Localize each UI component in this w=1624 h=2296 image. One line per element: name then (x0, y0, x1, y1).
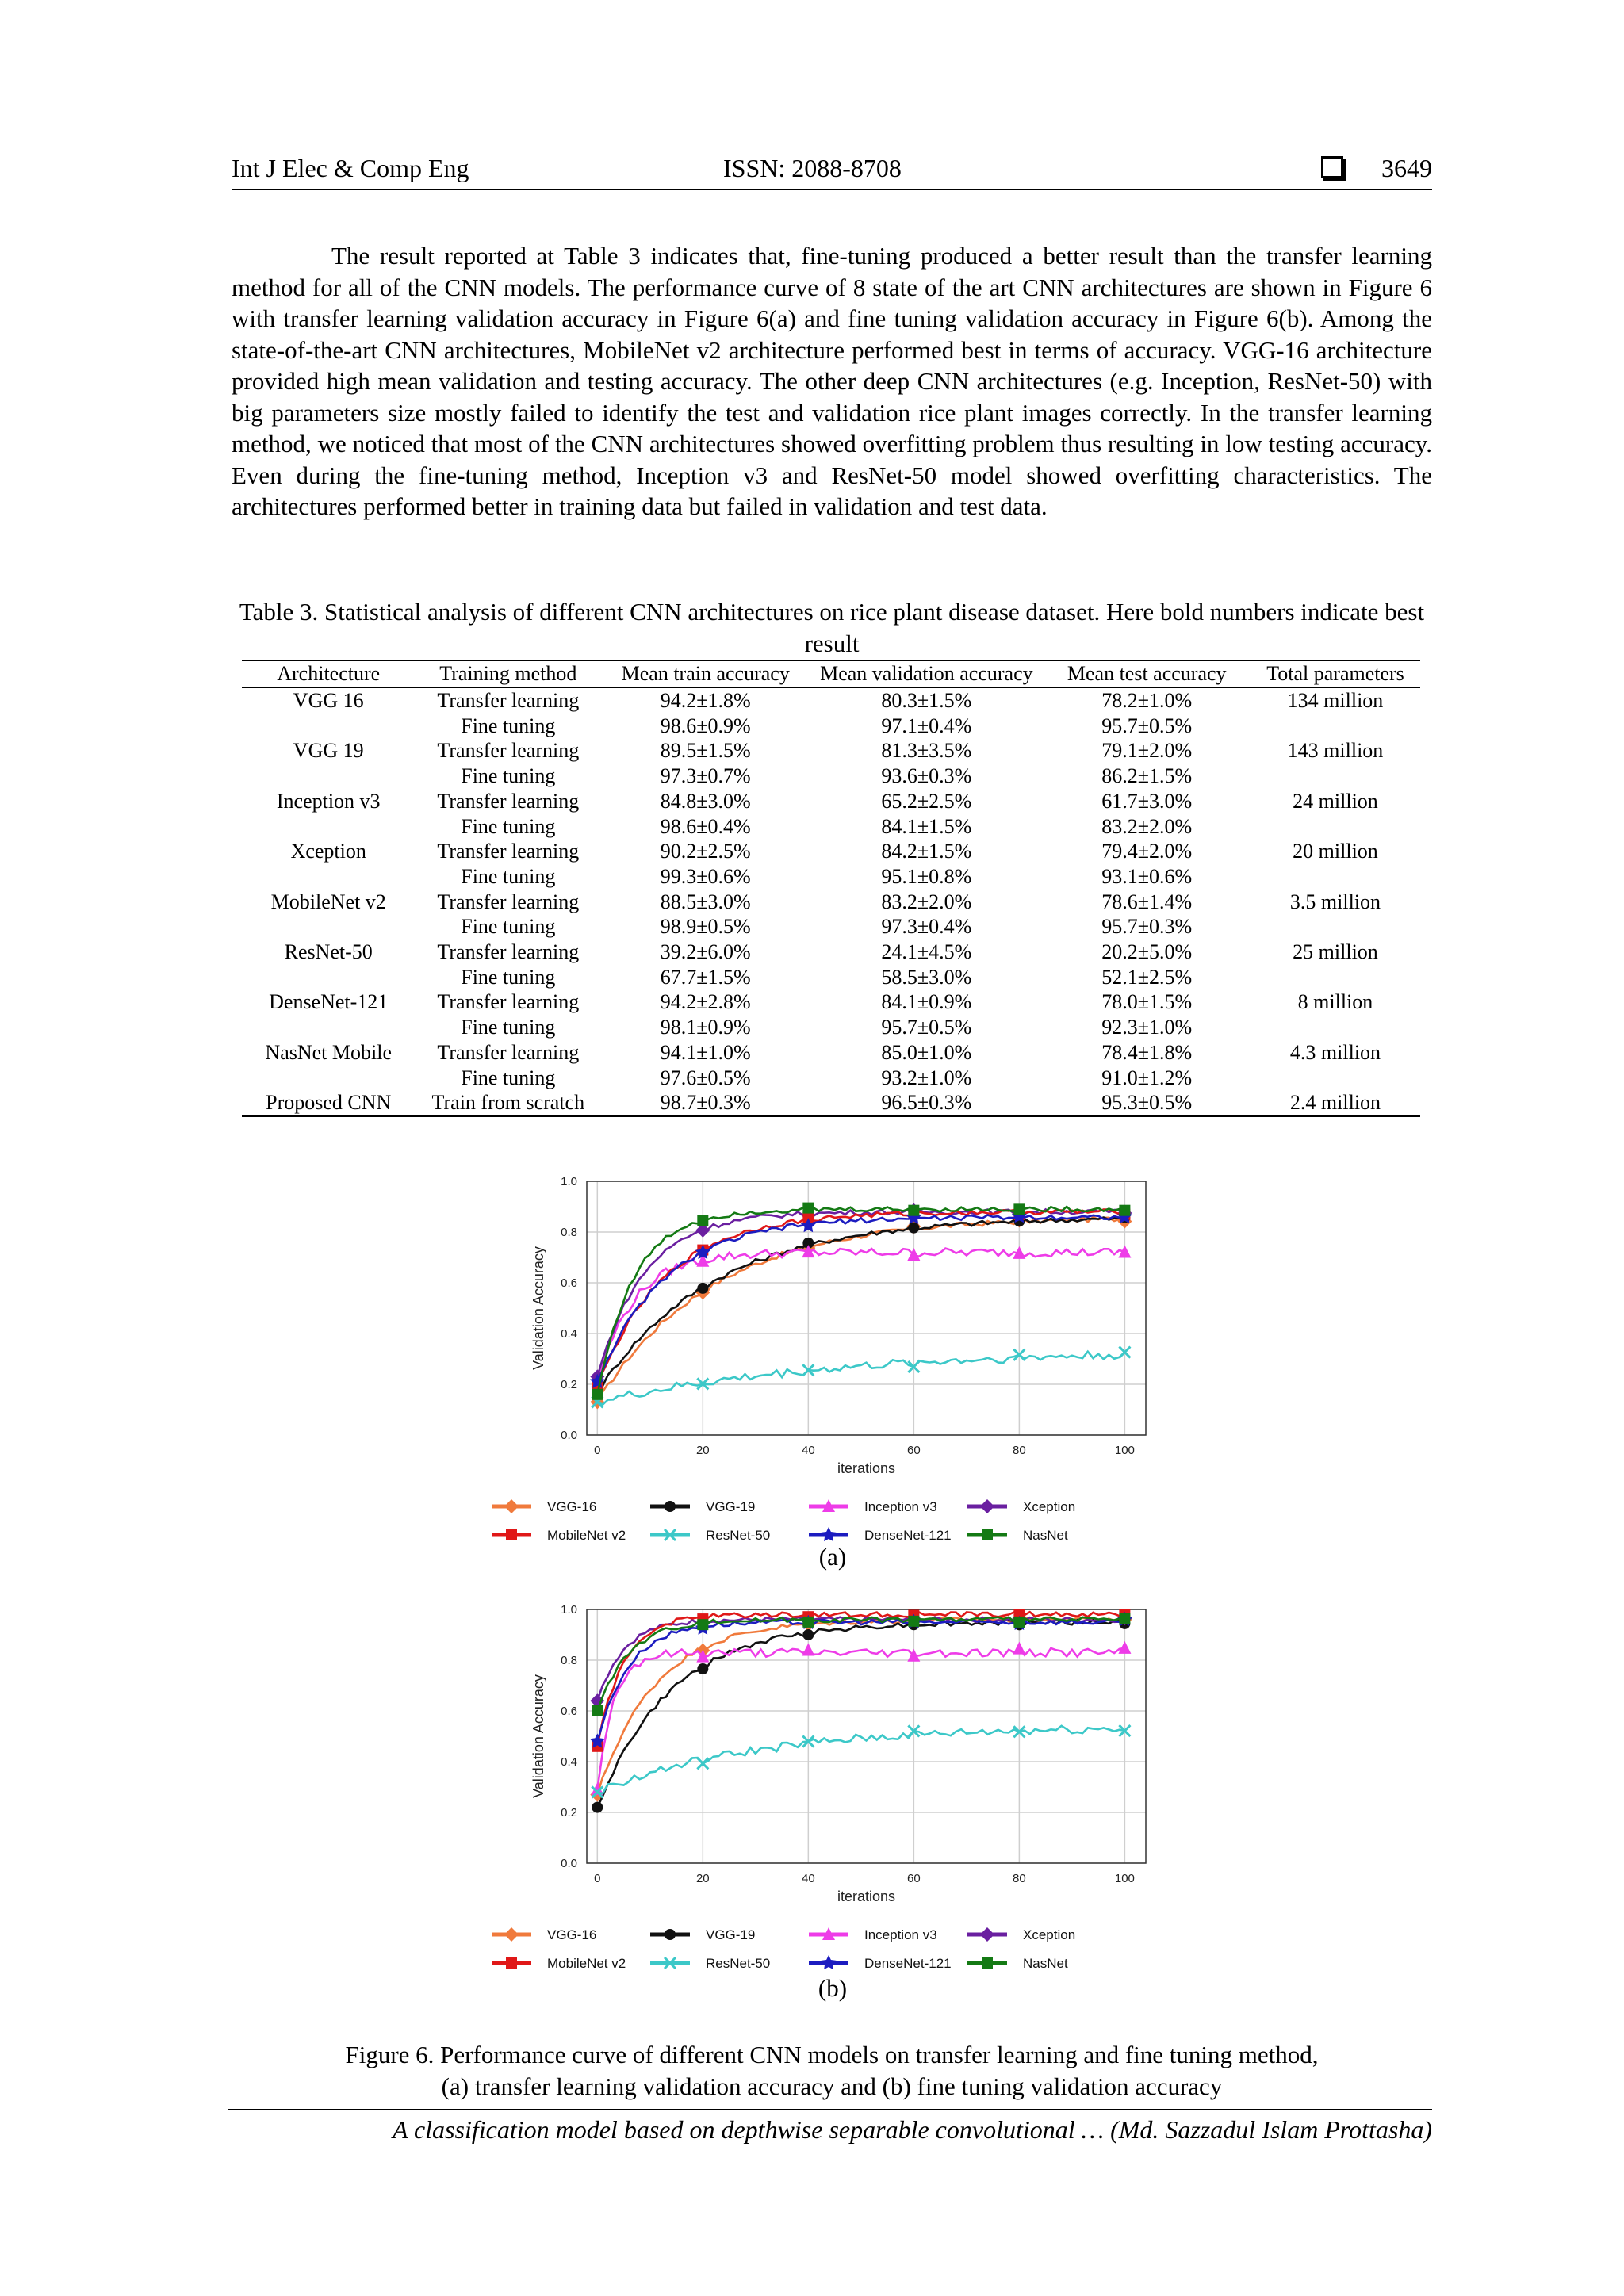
legend-label: MobileNet v2 (547, 1956, 626, 1971)
table-cell: 84.2±1.5% (881, 840, 972, 863)
table-cell: 24.1±4.5% (881, 940, 972, 964)
table-row (242, 864, 1420, 890)
column-header: Architecture (242, 660, 415, 687)
figure-caption-line-1: Figure 6. Performance curve of different CNN models on transfer learning and fine tuning method, (345, 2041, 1319, 2068)
table-cell: 67.7±1.5% (660, 965, 751, 989)
table-cell: NasNet Mobile (265, 1040, 393, 1064)
table-cell: Inception v3 (276, 789, 381, 813)
table-cell: 3.5 million (1289, 890, 1381, 913)
data-point (802, 1643, 814, 1655)
legend-marker (982, 1957, 993, 1969)
column-header: Mean test accuracy (1043, 660, 1251, 687)
legend-marker (980, 1499, 994, 1513)
legend-marker (665, 1501, 676, 1512)
y-axis-label: Validation Accuracy (530, 1246, 546, 1370)
legend-label: VGG-16 (547, 1499, 597, 1514)
table-row (242, 687, 1420, 714)
table-cell: 96.5±0.3% (810, 1090, 1043, 1116)
table-row (242, 1066, 1420, 1091)
data-point (1119, 1613, 1130, 1624)
y-tick-label: 0.6 (561, 1705, 577, 1718)
series-line (597, 1617, 1124, 1795)
legend-label: DenseNet-121 (864, 1528, 952, 1543)
table-cell: 95.3±0.5% (1043, 1090, 1251, 1116)
table-cell: 84.8±3.0% (660, 789, 751, 813)
table-cell: 58.5±3.0% (881, 965, 972, 989)
journal-name: Int J Elec & Comp Eng (232, 154, 469, 182)
page-number-group (1321, 154, 1432, 183)
table-cell: 86.2±1.5% (1101, 764, 1193, 788)
table-row (242, 839, 1420, 864)
data-point (1013, 1617, 1025, 1628)
column-header: Mean train accuracy (601, 660, 810, 687)
table-cell: 93.1±0.6% (1101, 864, 1193, 888)
y-tick-label: 0.0 (561, 1857, 577, 1870)
table-cell: 88.5±3.0% (660, 890, 751, 913)
table-cell: Transfer learning (437, 890, 580, 913)
table-row (242, 1040, 1420, 1066)
table-cell: 24 million (1293, 789, 1378, 813)
legend-label: ResNet-50 (706, 1528, 771, 1543)
running-header (232, 154, 1432, 190)
data-point (1013, 1203, 1025, 1215)
table-cell: 80.3±1.5% (881, 689, 972, 712)
table-cell: 83.2±2.0% (881, 890, 972, 913)
legend-label: Inception v3 (864, 1927, 937, 1942)
page-number: 3649 (1381, 154, 1432, 182)
table-cell: 81.3±3.5% (881, 739, 972, 763)
series-vgg-16 (590, 1611, 1132, 1801)
data-point (592, 1705, 603, 1716)
x-tick-label: 60 (907, 1872, 921, 1885)
table-cell (242, 1066, 415, 1091)
legend-label: VGG-19 (706, 1499, 756, 1514)
table-cell: 97.6±0.5% (660, 1066, 751, 1089)
figure-6b-chart (476, 1594, 1189, 1974)
x-axis-label: iterations (837, 1460, 896, 1476)
series-line (597, 1726, 1124, 1793)
table-cell: 83.2±2.0% (1101, 814, 1193, 838)
series-line (597, 1217, 1124, 1402)
y-tick-label: 1.0 (561, 1603, 577, 1617)
table-cell (1251, 1015, 1420, 1040)
table-cell: 94.2±2.8% (660, 990, 751, 1014)
table-cell: Fine tuning (461, 1066, 556, 1089)
table-cell: 97.3±0.7% (660, 764, 751, 788)
table-cell: 78.0±1.5% (1101, 990, 1193, 1014)
table-cell: 90.2±2.5% (660, 840, 751, 863)
table-cell (242, 814, 415, 840)
issn: ISSN: 2088-8708 (723, 154, 902, 182)
series-densenet-121 (590, 1612, 1132, 1748)
series-line (597, 1620, 1124, 1807)
table-cell: Transfer learning (437, 739, 580, 763)
y-tick-label: 0.8 (561, 1226, 577, 1239)
table-cell: 92.3±1.0% (1101, 1016, 1193, 1039)
legend-marker (504, 1499, 519, 1513)
figure-6b-label: (b) (818, 1974, 848, 2002)
x-tick-label: 100 (1114, 1444, 1135, 1457)
body-paragraph: The result reported at Table 3 indicates that, fine-tuning produced a better result than the transfer learning method for all of the CNN models. The performance curve of 8 state of the art CNN architectures are shown in Figure 6 with transfer learning validation accuracy in Figure 6(a) and fine tuning validation accuracy in Figure 6(b). Among the state-of-the-art CNN architectures, MobileNet v2 architecture performed best in terms of accuracy. VGG-16 architecture provided high mean validation and testing accuracy. The other deep CNN architectures (e.g. Inception, ResNet-50) with big parameters size mostly failed to identify the test and validation rice plant images correctly. In the transfer learning method, we noticed that most of the CNN architectures showed overfitting problem thus resulting in low testing accuracy. Even during the fine-tuning method, Inception v3 and ResNet-50 model showed overfitting characteristics. The architectures performed better in training data but failed in validation and test data. (232, 242, 1432, 520)
x-tick-label: 60 (907, 1444, 921, 1457)
y-tick-label: 0.0 (561, 1429, 577, 1442)
table-cell: MobileNet v2 (270, 890, 386, 913)
legend-label: Xception (1023, 1499, 1076, 1514)
table-cell: 25 million (1293, 940, 1378, 964)
x-tick-label: 20 (695, 1444, 710, 1457)
x-tick-label: 100 (1114, 1872, 1135, 1885)
table-cell: 91.0±1.2% (1101, 1066, 1193, 1089)
table-body (242, 687, 1420, 1116)
table-cell: ResNet-50 (284, 940, 373, 964)
table-cell: Fine tuning (461, 764, 556, 788)
table-cell: 134 million (1287, 689, 1384, 712)
data-point (908, 1205, 919, 1216)
data-point (697, 1663, 708, 1674)
table-cell: 79.1±2.0% (1101, 739, 1193, 763)
data-point (802, 1617, 814, 1628)
x-tick-label: 40 (801, 1444, 815, 1457)
table-header-row (242, 660, 1420, 687)
table-cell: Transfer learning (437, 789, 580, 813)
table-cell: 78.4±1.8% (1101, 1040, 1193, 1064)
table-row (242, 1015, 1420, 1040)
series-line (597, 1620, 1124, 1742)
data-point (908, 1616, 919, 1627)
table-cell: 89.5±1.5% (660, 739, 751, 763)
data-point (697, 1283, 708, 1294)
table-cell: 98.9±0.5% (660, 915, 751, 939)
table-cell: 61.7±3.0% (1101, 789, 1193, 813)
legend (492, 1499, 1075, 1543)
table-cell: 2.4 million (1251, 1090, 1420, 1116)
series-inception-v3 (591, 1641, 1131, 1795)
table-cell: 98.1±0.9% (660, 1016, 751, 1039)
table-cell (1251, 864, 1420, 890)
table-cell: Transfer learning (437, 1040, 580, 1064)
table-cell: 95.7±0.5% (1101, 714, 1193, 737)
series-line (597, 1617, 1124, 1711)
table-cell: DenseNet-121 (269, 990, 389, 1014)
table-cell (242, 965, 415, 990)
legend-marker (822, 1527, 837, 1541)
legend-marker (665, 1929, 676, 1940)
table-cell: Fine tuning (461, 915, 556, 939)
x-tick-label: 40 (801, 1872, 815, 1885)
table-cell: Fine tuning (461, 1016, 556, 1039)
legend-marker (506, 1529, 517, 1540)
series-resnet-50 (592, 1347, 1130, 1408)
series-vgg-19 (592, 1618, 1130, 1813)
legend-marker (982, 1529, 993, 1540)
table-cell: Transfer learning (437, 940, 580, 964)
figure-caption-line-2: (a) transfer learning validation accuracy and (b) fine tuning validation accuracy (441, 2072, 1223, 2100)
x-tick-label: 0 (594, 1872, 601, 1885)
data-point (802, 1629, 814, 1640)
results-table (242, 660, 1420, 1117)
table-row (242, 714, 1420, 739)
figure-6a-chart (476, 1165, 1189, 1546)
table-row (242, 763, 1420, 789)
table-row (242, 1090, 1420, 1116)
x-tick-label: 0 (594, 1444, 601, 1457)
y-tick-label: 0.4 (561, 1755, 577, 1769)
y-axis-label: Validation Accuracy (530, 1674, 546, 1798)
table-cell: 78.6±1.4% (1101, 890, 1193, 913)
data-point (697, 1619, 708, 1630)
legend-label: NasNet (1023, 1528, 1068, 1543)
table-cell: 93.2±1.0% (881, 1066, 972, 1089)
series-line (597, 1648, 1124, 1789)
table-cell: 39.2±6.0% (660, 940, 751, 964)
table-row (242, 914, 1420, 939)
x-tick-label: 80 (1013, 1872, 1026, 1885)
table-cell: 95.7±0.3% (1101, 915, 1193, 939)
table-cell: 95.1±0.8% (881, 864, 972, 888)
table-cell: 94.1±1.0% (660, 1040, 751, 1064)
plot-frame (587, 1609, 1146, 1863)
table-cell: Fine tuning (461, 864, 556, 888)
table-cell: 52.1±2.5% (1101, 965, 1193, 989)
table-cell (1251, 965, 1420, 990)
table-cell (242, 864, 415, 890)
table-cell: Fine tuning (461, 965, 556, 989)
table-cell: 98.6±0.9% (660, 714, 751, 737)
figure-6a-label: (a) (818, 1543, 847, 1571)
y-tick-label: 0.4 (561, 1327, 577, 1341)
legend-label: VGG-16 (547, 1927, 597, 1942)
legend-label: ResNet-50 (706, 1956, 771, 1971)
legend (492, 1927, 1075, 1971)
column-header: Total parameters (1251, 660, 1420, 687)
table-cell (1251, 714, 1420, 739)
table-cell: Transfer learning (437, 689, 580, 712)
table-cell: Train from scratch (415, 1090, 601, 1116)
table-cell: 20.2±5.0% (1101, 940, 1193, 964)
y-tick-label: 1.0 (561, 1175, 577, 1188)
table-row (242, 939, 1420, 965)
x-tick-label: 20 (695, 1872, 710, 1885)
table-cell (1251, 763, 1420, 789)
square-bullet-icon (1321, 156, 1343, 178)
table-cell: VGG 16 (293, 689, 364, 712)
table-cell: 78.2±1.0% (1101, 689, 1193, 712)
data-point (1118, 1641, 1131, 1654)
y-tick-label: 0.2 (561, 1378, 577, 1391)
table-cell: Proposed CNN (242, 1090, 415, 1116)
x-tick-label: 80 (1013, 1444, 1026, 1457)
table-cell: Transfer learning (437, 840, 580, 863)
table-row (242, 738, 1420, 763)
table-row (242, 814, 1420, 840)
table-cell (242, 763, 415, 789)
table-cell: 93.6±0.3% (881, 764, 972, 788)
table-cell (1251, 1066, 1420, 1091)
table-cell: VGG 19 (293, 739, 364, 763)
table-cell: 4.3 million (1289, 1040, 1381, 1064)
table-cell: Transfer learning (437, 990, 580, 1014)
legend-marker (822, 1955, 837, 1969)
table-row (242, 965, 1420, 990)
data-point (1119, 1205, 1130, 1216)
table-cell: 84.1±0.9% (881, 990, 972, 1014)
table-cell: Xception (290, 840, 366, 863)
table-cell: 99.3±0.6% (660, 864, 751, 888)
legend-marker (504, 1927, 519, 1942)
table-cell: Fine tuning (461, 714, 556, 737)
table-cell: 98.7±0.3% (601, 1090, 810, 1116)
figure-caption (232, 2039, 1432, 2103)
data-point (1013, 1642, 1025, 1655)
data-point (802, 1203, 814, 1214)
legend-label: VGG-19 (706, 1927, 756, 1942)
table-row (242, 890, 1420, 915)
y-tick-label: 0.8 (561, 1654, 577, 1667)
table-cell: 97.1±0.4% (881, 714, 972, 737)
legend-label: DenseNet-121 (864, 1956, 952, 1971)
table-cell: 94.2±1.8% (660, 689, 751, 712)
legend-label: MobileNet v2 (547, 1528, 626, 1543)
data-point (592, 1389, 603, 1400)
table-cell: 20 million (1293, 840, 1378, 863)
table-cell: Fine tuning (461, 814, 556, 838)
table-cell: 65.2±2.5% (881, 789, 972, 813)
series-vgg-16 (590, 1213, 1132, 1409)
table-row (242, 989, 1420, 1015)
legend-label: NasNet (1023, 1956, 1068, 1971)
table-cell: 8 million (1297, 990, 1373, 1014)
table-cell: 95.7±0.5% (881, 1016, 972, 1039)
legend-label: Xception (1023, 1927, 1076, 1942)
table-cell: 98.6±0.4% (660, 814, 751, 838)
table-cell: 97.3±0.4% (881, 915, 972, 939)
data-point (697, 1215, 708, 1226)
column-header: Mean validation accuracy (810, 660, 1043, 687)
column-header: Training method (415, 660, 601, 687)
table-cell: 85.0±1.0% (881, 1040, 972, 1064)
y-tick-label: 0.2 (561, 1806, 577, 1820)
series-vgg-19 (592, 1212, 1130, 1398)
table-cell: 84.1±1.5% (881, 814, 972, 838)
table-cell (242, 714, 415, 739)
table-cell (242, 1015, 415, 1040)
running-footer: A classification model based on depthwise separable convolutional … (Md. Sazzadul Islam Prottasha) (228, 2109, 1432, 2145)
data-point (592, 1802, 603, 1813)
table-row (242, 789, 1420, 814)
table-caption: Table 3. Statistical analysis of different CNN architectures on rice plant disease dataset. Here bold numbers indicate best result (239, 598, 1425, 657)
legend-label: Inception v3 (864, 1499, 937, 1514)
y-tick-label: 0.6 (561, 1276, 577, 1290)
table-cell (1251, 914, 1420, 939)
data-point (908, 1223, 919, 1234)
table-cell: 79.4±2.0% (1101, 840, 1193, 863)
table-cell: 143 million (1287, 739, 1384, 763)
x-axis-label: iterations (837, 1888, 896, 1904)
table-cell (242, 914, 415, 939)
series-line (597, 1352, 1124, 1405)
legend-marker (980, 1927, 994, 1942)
legend-marker (506, 1957, 517, 1969)
table-cell (1251, 814, 1420, 840)
